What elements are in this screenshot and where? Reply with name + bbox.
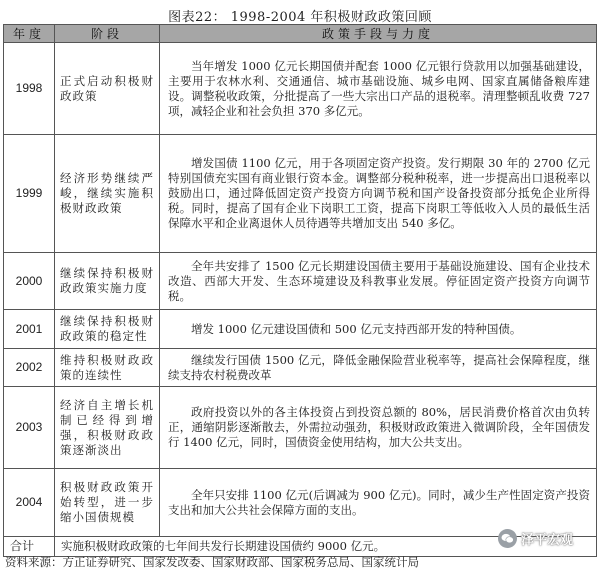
table-header-row <box>4 25 597 43</box>
table-row <box>4 387 597 469</box>
row-policy: 全年只安排 1100 亿元(后调减为 900 亿元)。同时，减少生产性固定资产投资支出和加大公共社会保障方面的支出。 <box>160 469 597 537</box>
table-row <box>4 43 597 135</box>
row-stage: 积极财政政策开始转型，进一步缩小国债规模 <box>55 469 160 537</box>
source-note: 资料来源：方正证券研究、国家发改委、国家财政部、国家税务总局、国家统计局 <box>5 555 419 569</box>
row-stage: 维持积极财政政策的连续性 <box>55 349 160 387</box>
row-stage: 继续保持积极财政政策实施力度 <box>55 253 160 310</box>
row-policy: 当年增发 1000 亿元长期国债并配套 1000 亿元银行贷款用以加强基础建设，主要用于农林水利、交通通信、城市基础设施、城乡电网、国家直属储备粮库建设。调整税收政策，分批提高了一些大宗出口产品的退税率。清理整顿乱收费 727 项，减轻企业和社会负担 370 多亿元。 <box>160 43 597 135</box>
total-label: 合计 <box>4 537 55 557</box>
table-title: 图表22： 1998-2004 年积极财政政策回顾 <box>168 10 432 25</box>
watermark <box>498 527 594 549</box>
row-year: 1999 <box>4 135 55 253</box>
row-stage: 经济自主增长机制已经得到增强，积极财政政策逐渐淡出 <box>55 387 160 469</box>
row-year: 2002 <box>4 349 55 387</box>
table-row <box>4 253 597 310</box>
row-policy: 全年共安排了 1500 亿元长期建设国债主要用于基础设施建设、国有企业技术改造、西部大开发、生态环境建设及科教事业发展。停征固定资产投资方向调节税。 <box>160 253 597 310</box>
row-policy: 增发 1000 亿元建设国债和 500 亿元支持西部开发的特种国债。 <box>160 310 597 349</box>
row-stage: 经济形势继续严峻，继续实施积极财政政策 <box>55 135 160 253</box>
total-content: 实施积极财政政策的七年间共发行长期建设国债约 9000 亿元。 <box>55 537 597 557</box>
header-policy: 政策手段与力度 <box>160 25 597 43</box>
table-row <box>4 135 597 253</box>
row-year: 2003 <box>4 387 55 469</box>
row-stage: 正式启动积极财政政策 <box>55 43 160 135</box>
row-policy: 继续发行国债 1500 亿元，降低金融保险营业税率等，提高社会保障程度，继续支持农村税费改革 <box>160 349 597 387</box>
row-year: 1998 <box>4 43 55 135</box>
row-year: 2001 <box>4 310 55 349</box>
row-policy: 政府投资以外的各主体投资占到投资总额的 80%，居民消费价格首次由负转正，通缩阴影逐渐散去，外需拉动强劲，积极财政政策进入微调阶段，全年国债发行 1400 亿元，同时，国债资金使用结构，加大公共支出。 <box>160 387 597 469</box>
row-stage: 继续保持积极财政政策的稳定性 <box>55 310 160 349</box>
table-row <box>4 349 597 387</box>
policy-table <box>3 24 597 557</box>
row-policy: 增发国债 1100 亿元，用于各项固定资产投资。发行期限 30 年的 2700 亿元特别国债充实国有商业银行资本金。调整部分税种税率，进一步提高出口退税率以鼓励出口，通过降低固定资产投资方向调节税和国产设备投资部分抵免企业所得税。同时，提高了国有企业下岗职工工资，提高下岗职工等低收入人员的最低生活保障水平和企业离退休人员待遇等共增加支出 540 多亿。 <box>160 135 597 253</box>
table-row <box>4 310 597 349</box>
row-year: 2000 <box>4 253 55 310</box>
header-stage: 阶段 <box>55 25 160 43</box>
wechat-logo-icon <box>498 529 517 548</box>
row-year: 2004 <box>4 469 55 537</box>
header-year: 年度 <box>4 25 55 43</box>
watermark-text: 泽平宏观 <box>521 531 574 547</box>
